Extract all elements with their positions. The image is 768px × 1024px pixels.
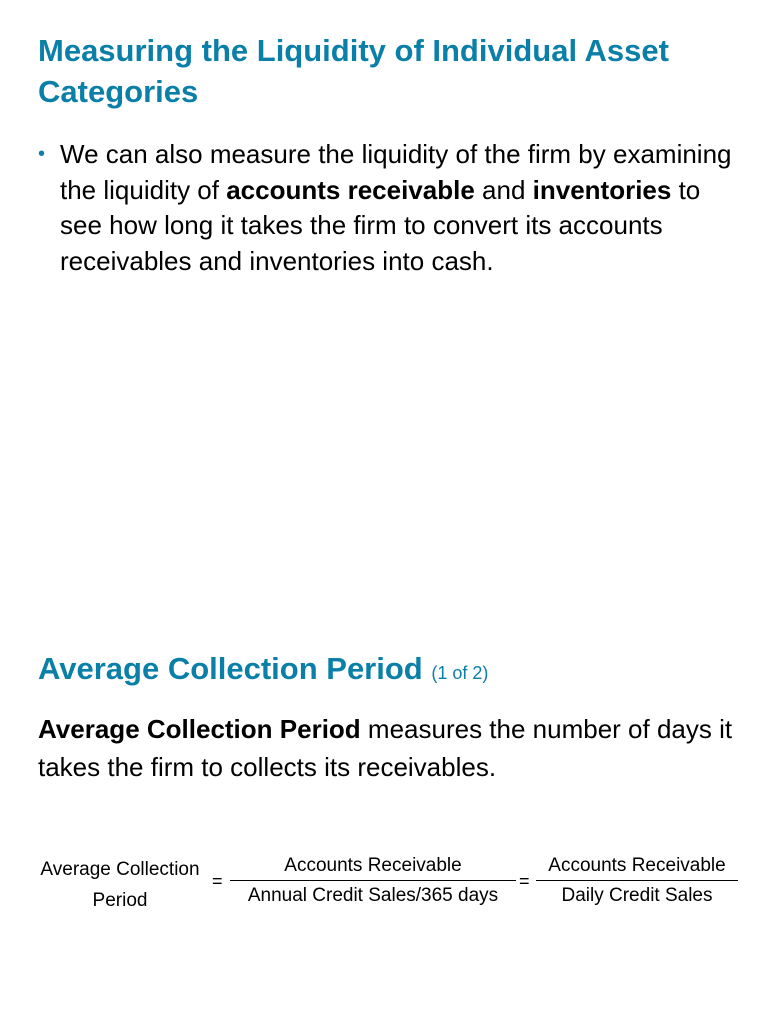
fraction-daily-denominator: Daily Credit Sales <box>561 885 713 906</box>
formula-label-line-1: Average Collection <box>40 859 200 880</box>
fraction-daily <box>536 854 738 909</box>
fraction-annual <box>230 854 516 909</box>
slide-1-bullet-list <box>38 137 748 279</box>
bullet-text-2: and <box>474 174 533 205</box>
collection-period-formula <box>0 854 768 924</box>
formula-label-line-2: Period <box>92 890 148 911</box>
fraction-annual-numerator: Accounts Receivable <box>230 854 516 881</box>
slide-1-title: Measuring the Liquidity of Individual Asset Categories <box>38 33 669 109</box>
slide-2-body <box>38 710 748 786</box>
bullet-bold-accounts-receivable: accounts receivable <box>226 174 475 205</box>
equals-sign-1: = <box>212 871 223 891</box>
slide-2-title-main: Average Collection Period <box>38 651 423 686</box>
bullet-dot-icon: • <box>38 143 46 165</box>
bullet-bold-inventories: inventories <box>532 174 672 205</box>
slide-average-collection-period <box>0 512 768 1024</box>
equals-sign-2: = <box>519 871 530 891</box>
slide-2-title <box>38 648 488 694</box>
fraction-annual-denominator: Annual Credit Sales/365 days <box>247 885 499 906</box>
bullet-item <box>38 137 748 279</box>
body-bold-term: Average Collection Period <box>38 714 361 744</box>
fraction-daily-numerator: Accounts Receivable <box>536 854 738 881</box>
body-text: measures the number of days it takes the firm to collects its receivables. <box>38 714 733 782</box>
bullet-text-3: to see how long it takes the firm to convert its accounts receivables and inventories into cash. <box>60 174 701 276</box>
bullet-text-1: We can also measure the liquidity of the firm by examining the liquidity of <box>60 139 732 205</box>
slide-2-title-suffix: (1 of 2) <box>431 663 489 683</box>
